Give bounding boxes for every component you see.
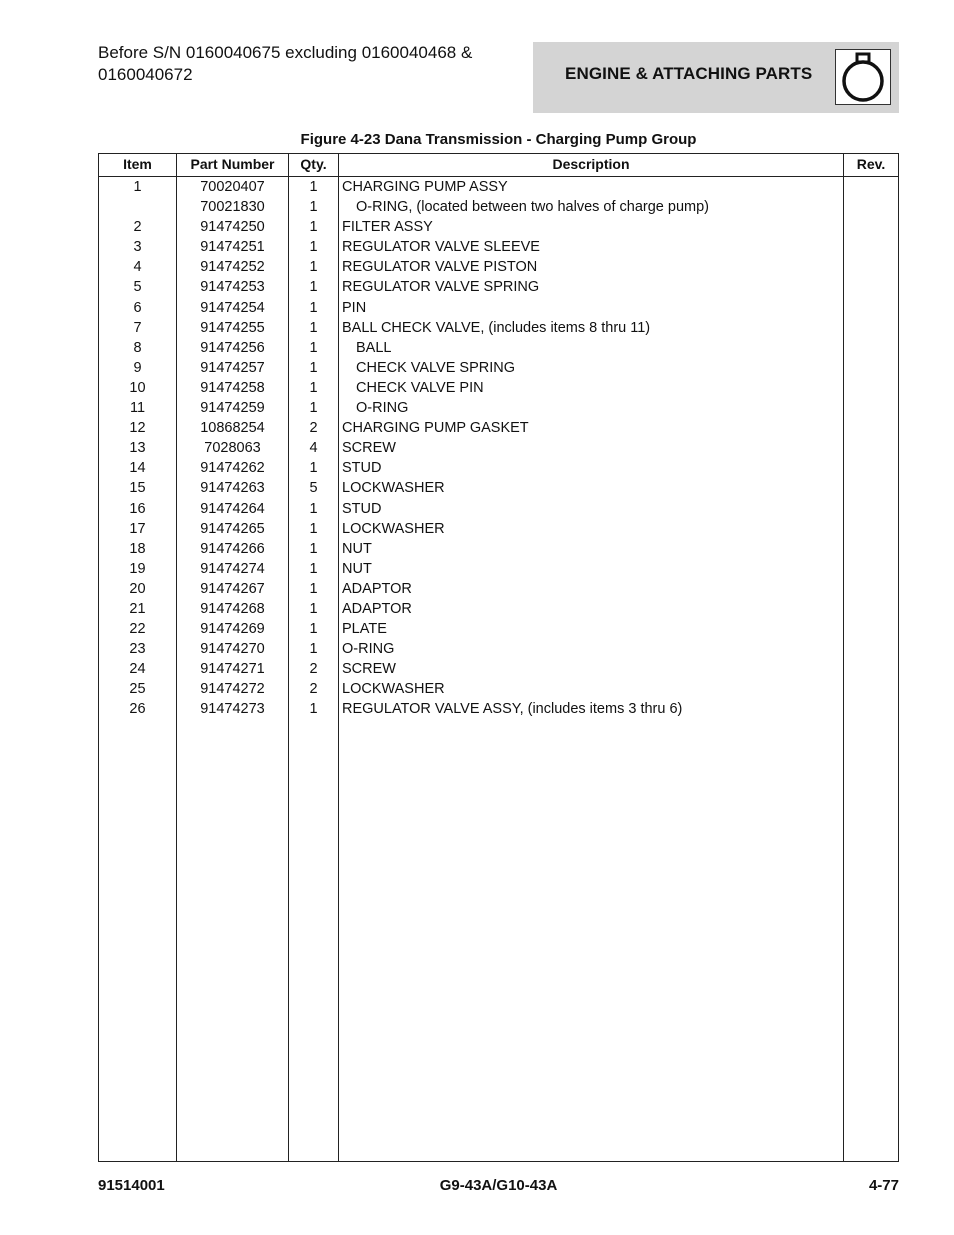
description-cell: CHARGING PUMP GASKET	[342, 420, 529, 437]
description-cell: BALL	[356, 339, 392, 356]
item-cell	[99, 197, 176, 198]
footer-model: G9-43A/G10-43A	[439, 1177, 558, 1194]
part-number-cell: 91474251	[200, 239, 265, 256]
table-row	[99, 539, 898, 559]
part-number-cell: 91474266	[200, 540, 265, 557]
description-cell: O-RING, (located between two halves of charge pump)	[356, 199, 709, 216]
part-number-cell: 91474269	[200, 621, 265, 638]
qty-cell: 1	[309, 319, 318, 336]
qty-cell: 1	[309, 279, 318, 296]
qty-cell: 1	[309, 199, 318, 216]
column-header-rev: Rev.	[856, 156, 886, 172]
table-row	[99, 478, 898, 498]
table-row	[99, 458, 898, 478]
item-cell: 26	[129, 701, 146, 718]
qty-cell: 1	[309, 460, 318, 477]
item-cell: 12	[129, 420, 146, 437]
serial-line-1: Before S/N 0160040675 excluding 0160040468 &	[98, 43, 473, 62]
qty-cell: 1	[309, 179, 318, 195]
part-number-cell: 91474253	[200, 279, 265, 296]
part-number-cell: 91474271	[200, 661, 265, 678]
part-number-cell: 91474258	[200, 379, 265, 396]
qty-cell: 2	[309, 661, 318, 678]
item-cell: 8	[133, 339, 142, 356]
table-row	[99, 579, 898, 599]
item-cell: 7	[133, 319, 142, 336]
item-cell: 11	[129, 400, 146, 417]
item-cell: 5	[133, 279, 142, 296]
table-row	[99, 177, 898, 197]
footer-page-number: 4-77	[868, 1177, 899, 1194]
description-cell: SCREW	[342, 661, 396, 678]
part-number-cell: 10868254	[200, 420, 265, 437]
description-cell: LOCKWASHER	[342, 480, 445, 497]
description-cell: NUT	[342, 560, 372, 577]
description-cell: CHECK VALVE SPRING	[356, 359, 516, 376]
serial-line-2: 0160040672	[98, 65, 193, 84]
part-number-cell: 91474256	[200, 339, 265, 356]
item-cell: 3	[133, 239, 142, 256]
item-cell: 16	[129, 500, 146, 517]
item-cell: 15	[129, 480, 146, 497]
qty-cell: 1	[309, 641, 318, 658]
qty-cell: 1	[309, 540, 318, 557]
part-number-cell: 70021830	[200, 199, 265, 216]
item-cell: 19	[129, 560, 146, 577]
item-cell: 9	[133, 359, 142, 376]
description-cell: REGULATOR VALVE ASSY, (includes items 3 thru 6)	[342, 701, 683, 718]
qty-cell: 1	[309, 580, 318, 597]
table-row	[99, 257, 898, 277]
description-cell: ADAPTOR	[342, 600, 412, 617]
table-row	[99, 438, 898, 458]
item-cell: 22	[129, 621, 146, 638]
item-cell: 17	[129, 520, 146, 537]
table-row	[99, 639, 898, 659]
description-cell: O-RING	[342, 641, 395, 658]
table-row	[99, 699, 898, 719]
figure-title: Figure 4-23 Dana Transmission - Charging Pump Group	[300, 131, 697, 148]
qty-cell: 5	[309, 480, 318, 497]
item-cell: 4	[133, 259, 142, 276]
part-number-cell: 91474270	[200, 641, 265, 658]
part-number-cell: 91474259	[200, 400, 265, 417]
table-row	[99, 398, 898, 418]
part-number-cell: 91474254	[200, 299, 265, 316]
table-row	[99, 599, 898, 619]
qty-cell: 1	[309, 359, 318, 376]
item-cell: 25	[129, 681, 146, 698]
qty-cell: 1	[309, 339, 318, 356]
table-row	[99, 559, 898, 579]
serial-note	[98, 42, 518, 86]
qty-cell: 1	[309, 621, 318, 638]
part-number-cell: 70020407	[200, 179, 265, 195]
table-row	[99, 519, 898, 539]
part-number-cell: 91474257	[200, 359, 265, 376]
part-number-cell: 91474267	[200, 580, 265, 597]
qty-cell: 1	[309, 600, 318, 617]
part-number-cell: 91474272	[200, 681, 265, 698]
item-cell: 18	[129, 540, 146, 557]
part-number-cell: 91474264	[200, 500, 265, 517]
item-cell: 21	[129, 600, 146, 617]
item-cell: 10	[129, 379, 146, 396]
item-cell: 6	[133, 299, 142, 316]
table-row	[99, 217, 898, 237]
part-number-cell: 91474250	[200, 219, 265, 236]
column-header-qty: Qty.	[300, 156, 327, 172]
part-number-cell: 91474274	[200, 560, 265, 577]
table-row	[99, 237, 898, 257]
table-row	[99, 659, 898, 679]
table-row	[99, 418, 898, 438]
description-cell: O-RING	[356, 400, 409, 417]
qty-cell: 2	[309, 420, 318, 437]
qty-cell: 1	[309, 701, 318, 718]
qty-cell: 1	[309, 239, 318, 256]
description-cell: ADAPTOR	[342, 580, 412, 597]
description-cell: LOCKWASHER	[342, 681, 445, 698]
description-cell: REGULATOR VALVE SLEEVE	[342, 239, 540, 256]
description-cell: PIN	[342, 299, 367, 316]
part-number-cell: 91474265	[200, 520, 265, 537]
description-cell: STUD	[342, 460, 382, 477]
table-body	[99, 177, 898, 720]
table-row	[99, 298, 898, 318]
table-row	[99, 277, 898, 297]
description-cell: CHECK VALVE PIN	[356, 379, 484, 396]
part-number-cell: 91474252	[200, 259, 265, 276]
qty-cell: 1	[309, 219, 318, 236]
table-row	[99, 499, 898, 519]
description-cell: FILTER ASSY	[342, 219, 433, 236]
qty-cell: 1	[309, 400, 318, 417]
qty-cell: 1	[309, 259, 318, 276]
description-cell: NUT	[342, 540, 372, 557]
footer-doc-number: 91514001	[98, 1177, 165, 1194]
qty-cell: 1	[309, 500, 318, 517]
table-row	[99, 318, 898, 338]
description-cell: REGULATOR VALVE SPRING	[342, 279, 540, 296]
engine-icon	[835, 49, 891, 105]
description-cell: LOCKWASHER	[342, 520, 445, 537]
table-row	[99, 358, 898, 378]
column-header-description: Description	[552, 156, 630, 172]
part-number-cell: 91474263	[200, 480, 265, 497]
table-row	[99, 378, 898, 398]
column-header-item: Item	[123, 156, 152, 172]
table-row	[99, 619, 898, 639]
qty-cell: 1	[309, 379, 318, 396]
qty-cell: 4	[309, 440, 318, 457]
item-cell: 13	[129, 440, 146, 457]
section-header	[533, 42, 899, 113]
part-number-cell: 91474262	[200, 460, 265, 477]
qty-cell: 1	[309, 520, 318, 537]
item-cell: 24	[129, 661, 146, 678]
parts-table	[98, 153, 899, 1162]
table-row	[99, 338, 898, 358]
item-cell: 1	[133, 179, 142, 195]
part-number-cell: 7028063	[204, 440, 261, 457]
column-header-part-number: Part Number	[190, 156, 275, 172]
part-number-cell: 91474273	[200, 701, 265, 718]
description-cell: PLATE	[342, 621, 387, 638]
part-number-cell: 91474255	[200, 319, 265, 336]
description-cell: BALL CHECK VALVE, (includes items 8 thru 11)	[342, 319, 651, 336]
description-cell: REGULATOR VALVE PISTON	[342, 259, 538, 276]
qty-cell: 2	[309, 681, 318, 698]
item-cell: 2	[133, 219, 142, 236]
table-row	[99, 679, 898, 699]
item-cell: 14	[129, 460, 146, 477]
part-number-cell: 91474268	[200, 600, 265, 617]
section-title: ENGINE & ATTACHING PARTS	[565, 64, 813, 83]
item-cell: 23	[129, 641, 146, 658]
qty-cell: 1	[309, 299, 318, 316]
description-cell: CHARGING PUMP ASSY	[342, 179, 508, 195]
description-cell: SCREW	[342, 440, 396, 457]
qty-cell: 1	[309, 560, 318, 577]
description-cell: STUD	[342, 500, 382, 517]
table-row	[99, 197, 898, 217]
item-cell: 20	[129, 580, 146, 597]
